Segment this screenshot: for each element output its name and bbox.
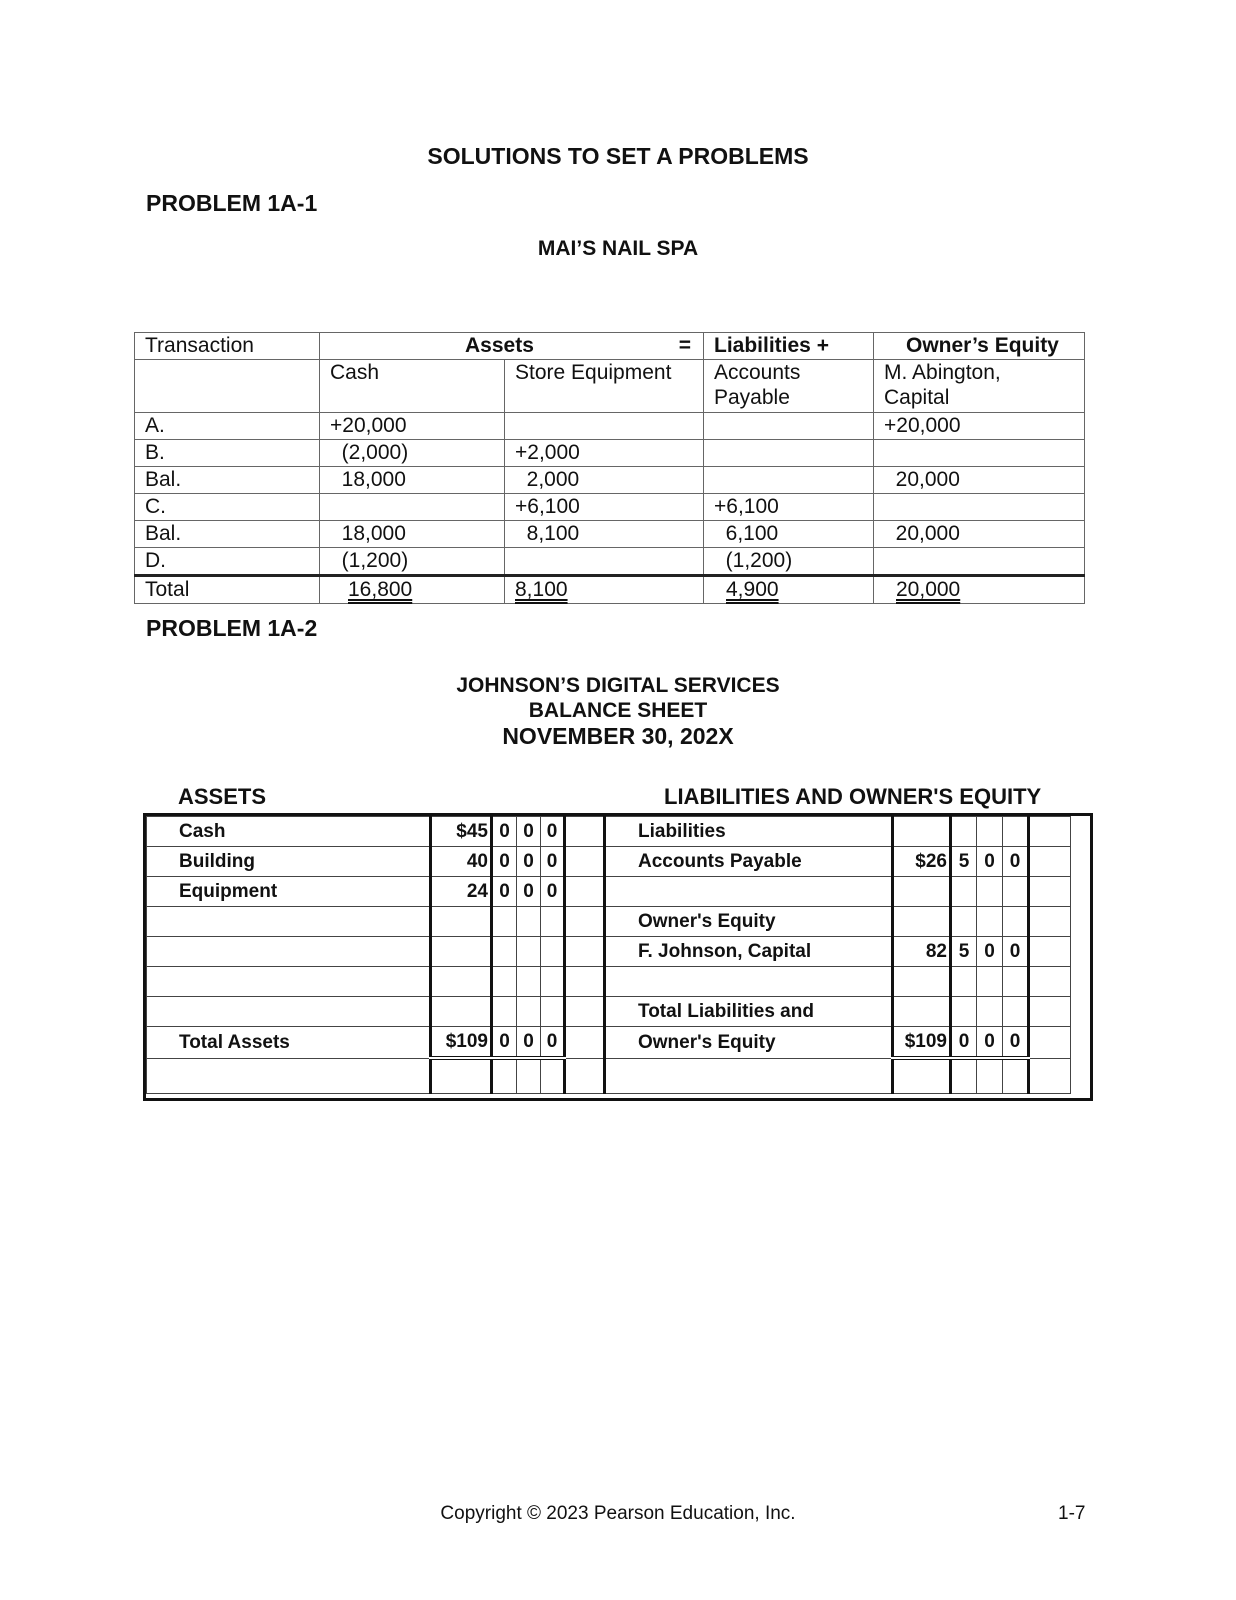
liability-digit: [951, 1058, 977, 1094]
liability-digit: [977, 1058, 1003, 1094]
liability-digit: [977, 967, 1003, 997]
header-cash: Cash: [320, 360, 505, 413]
table-row: [135, 413, 1085, 440]
row-cash: 18,000: [320, 521, 505, 548]
total-label: Total: [135, 576, 320, 604]
balance-sheet-row: [147, 1027, 1071, 1059]
liability-digit: [1003, 907, 1029, 937]
balance-sheet-row: [147, 907, 1071, 937]
asset-digit: [492, 937, 517, 967]
asset-label: Cash: [147, 817, 431, 847]
asset-spacer: [565, 877, 605, 907]
liability-amount: 82: [893, 937, 951, 967]
liability-digit: [951, 817, 977, 847]
asset-spacer: [565, 817, 605, 847]
balance-sheet-company: JOHNSON’S DIGITAL SERVICES: [456, 674, 780, 697]
liability-digit: [977, 817, 1003, 847]
asset-digit: 0: [517, 847, 541, 877]
asset-digit: [492, 1058, 517, 1094]
balance-sheet-row: [147, 967, 1071, 997]
row-capital: [874, 494, 1085, 521]
balance-sheet-row: [147, 1058, 1071, 1094]
asset-digit: 0: [492, 817, 517, 847]
liability-amount: $109: [893, 1027, 951, 1059]
header-liabilities: Liabilities +: [704, 333, 874, 360]
table-subheader-row: [135, 360, 1085, 413]
problem-2-heading: PROBLEM 1A-2: [146, 615, 318, 641]
liability-digit: [1003, 997, 1029, 1027]
asset-digit: 0: [541, 817, 565, 847]
asset-digit: [517, 937, 541, 967]
asset-digit: 0: [541, 877, 565, 907]
asset-spacer: [565, 997, 605, 1027]
asset-digit: [541, 997, 565, 1027]
asset-spacer: [565, 937, 605, 967]
asset-label: Building: [147, 847, 431, 877]
liability-digit: 0: [977, 1027, 1003, 1059]
liability-digit: [951, 967, 977, 997]
liability-digit: 5: [951, 847, 977, 877]
asset-amount: [431, 1058, 492, 1094]
problem-1-heading: PROBLEM 1A-1: [146, 190, 318, 216]
asset-spacer: [565, 847, 605, 877]
balance-sheet-title: BALANCE SHEET: [528, 699, 708, 722]
asset-label: [147, 997, 431, 1027]
asset-digit: 0: [541, 1027, 565, 1059]
liability-digit: 0: [1003, 937, 1029, 967]
asset-digit: [517, 1058, 541, 1094]
liability-digit: [951, 877, 977, 907]
capital-line2: Capital: [884, 386, 950, 409]
capital-line1: M. Abington,: [884, 361, 1001, 384]
liability-digit: 0: [951, 1027, 977, 1059]
row-accounts-payable: [704, 467, 874, 494]
asset-digit: 0: [517, 817, 541, 847]
asset-spacer: [565, 1027, 605, 1059]
asset-label: [147, 1058, 431, 1094]
liability-spacer: [1029, 937, 1071, 967]
balance-sheet-row: [147, 997, 1071, 1027]
row-accounts-payable: [704, 440, 874, 467]
asset-amount: 40: [431, 847, 492, 877]
liability-digit: 5: [951, 937, 977, 967]
asset-amount: $109: [431, 1027, 492, 1059]
asset-amount: $45: [431, 817, 492, 847]
liability-digit: [977, 877, 1003, 907]
liability-label: Total Liabilities and: [605, 997, 893, 1027]
liability-spacer: [1029, 1058, 1071, 1094]
asset-digit: [492, 967, 517, 997]
footer-page-number: 1-7: [1058, 1503, 1086, 1524]
total-accounts-payable: 4,900: [726, 578, 779, 601]
row-accounts-payable: 6,100: [704, 521, 874, 548]
header-assets-label: Assets: [465, 334, 534, 357]
liability-label: Liabilities: [605, 817, 893, 847]
liability-amount: [893, 877, 951, 907]
liability-digit: [951, 997, 977, 1027]
row-equipment: 8,100: [505, 521, 704, 548]
header-assets: [320, 333, 704, 360]
ap-line1: Accounts: [714, 361, 801, 384]
balance-sheet-row: [147, 847, 1071, 877]
balance-sheet-row: [147, 937, 1071, 967]
asset-label: [147, 937, 431, 967]
liability-label: F. Johnson, Capital: [605, 937, 893, 967]
liability-spacer: [1029, 907, 1071, 937]
table-row: [135, 467, 1085, 494]
asset-digit: [541, 907, 565, 937]
asset-digit: [517, 997, 541, 1027]
liability-spacer: [1029, 847, 1071, 877]
row-cash: (1,200): [320, 548, 505, 576]
row-accounts-payable: [704, 413, 874, 440]
liability-digit: 0: [977, 937, 1003, 967]
liability-digit: [1003, 877, 1029, 907]
liability-digit: 0: [1003, 847, 1029, 877]
balance-sheet-row: [147, 817, 1071, 847]
total-equipment: 8,100: [515, 578, 568, 601]
header-transaction: Transaction: [135, 333, 320, 360]
liability-digit: [1003, 817, 1029, 847]
row-equipment: [505, 413, 704, 440]
row-label: D.: [135, 548, 320, 576]
balance-sheet-table: [146, 816, 1071, 1094]
page-title: SOLUTIONS TO SET A PROBLEMS: [427, 143, 809, 169]
row-cash: 18,000: [320, 467, 505, 494]
liability-amount: [893, 907, 951, 937]
header-accounts-payable: [704, 360, 874, 413]
liability-digit: [1003, 1058, 1029, 1094]
row-capital: [874, 440, 1085, 467]
row-capital: 20,000: [874, 521, 1085, 548]
liability-label: [605, 967, 893, 997]
row-label: Bal.: [135, 467, 320, 494]
balance-sheet-date: NOVEMBER 30, 202X: [502, 723, 734, 749]
liability-digit: [977, 997, 1003, 1027]
asset-digit: [492, 907, 517, 937]
asset-amount: [431, 967, 492, 997]
header-store-equipment: Store Equipment: [505, 360, 704, 413]
liability-amount: [893, 1058, 951, 1094]
ap-line2: Payable: [714, 386, 790, 409]
asset-digit: 0: [492, 847, 517, 877]
header-capital: [874, 360, 1085, 413]
row-equipment: [505, 548, 704, 576]
liability-amount: [893, 997, 951, 1027]
asset-digit: 0: [517, 1027, 541, 1059]
row-label: A.: [135, 413, 320, 440]
asset-spacer: [565, 907, 605, 937]
asset-label: Total Assets: [147, 1027, 431, 1059]
liability-label: Owner's Equity: [605, 907, 893, 937]
asset-digit: 0: [541, 847, 565, 877]
header-equals: =: [678, 334, 691, 357]
liability-label: [605, 877, 893, 907]
asset-spacer: [565, 967, 605, 997]
assets-title: ASSETS: [178, 784, 267, 809]
row-label: Bal.: [135, 521, 320, 548]
footer-copyright: Copyright © 2023 Pearson Education, Inc.: [440, 1503, 796, 1524]
liabilities-equity-title: LIABILITIES AND OWNER'S EQUITY: [664, 784, 1042, 809]
asset-digit: [492, 997, 517, 1027]
asset-digit: [517, 907, 541, 937]
liability-spacer: [1029, 1027, 1071, 1059]
table-total-row: [135, 576, 1085, 604]
table-row: [135, 548, 1085, 576]
row-accounts-payable: +6,100: [704, 494, 874, 521]
balance-sheet-row: [147, 877, 1071, 907]
liability-label: [605, 1058, 893, 1094]
liability-digit: 0: [977, 847, 1003, 877]
asset-digit: 0: [492, 877, 517, 907]
liability-amount: $26: [893, 847, 951, 877]
asset-amount: 24: [431, 877, 492, 907]
total-cash: 16,800: [348, 578, 413, 601]
asset-digit: [517, 967, 541, 997]
row-equipment: +6,100: [505, 494, 704, 521]
liability-label: Accounts Payable: [605, 847, 893, 877]
liability-amount: [893, 817, 951, 847]
row-cash: (2,000): [320, 440, 505, 467]
asset-digit: 0: [492, 1027, 517, 1059]
liability-spacer: [1029, 967, 1071, 997]
liability-label: Owner's Equity: [605, 1027, 893, 1059]
liability-spacer: [1029, 997, 1071, 1027]
asset-amount: [431, 997, 492, 1027]
asset-amount: [431, 937, 492, 967]
row-equipment: 2,000: [505, 467, 704, 494]
asset-label: [147, 907, 431, 937]
liability-digit: [951, 907, 977, 937]
asset-digit: [541, 967, 565, 997]
asset-amount: [431, 907, 492, 937]
asset-digit: [541, 1058, 565, 1094]
asset-label: Equipment: [147, 877, 431, 907]
table-row: [135, 440, 1085, 467]
liability-amount: [893, 967, 951, 997]
liability-spacer: [1029, 817, 1071, 847]
liability-digit: 0: [1003, 1027, 1029, 1059]
asset-digit: 0: [517, 877, 541, 907]
transaction-table: [134, 332, 1085, 604]
row-cash: +20,000: [320, 413, 505, 440]
table-row: [135, 521, 1085, 548]
row-cash: [320, 494, 505, 521]
header-equity: Owner’s Equity: [874, 333, 1085, 360]
asset-spacer: [565, 1058, 605, 1094]
liability-digit: [1003, 967, 1029, 997]
problem-1-company: MAI’S NAIL SPA: [537, 237, 699, 260]
row-accounts-payable: (1,200): [704, 548, 874, 576]
row-capital: 20,000: [874, 467, 1085, 494]
row-capital: [874, 548, 1085, 576]
asset-digit: [541, 937, 565, 967]
table-header-row: [135, 333, 1085, 360]
row-label: C.: [135, 494, 320, 521]
row-label: B.: [135, 440, 320, 467]
row-equipment: +2,000: [505, 440, 704, 467]
asset-label: [147, 967, 431, 997]
liability-digit: [977, 907, 1003, 937]
total-capital: 20,000: [896, 578, 961, 601]
row-capital: +20,000: [874, 413, 1085, 440]
liability-spacer: [1029, 877, 1071, 907]
table-row: [135, 494, 1085, 521]
